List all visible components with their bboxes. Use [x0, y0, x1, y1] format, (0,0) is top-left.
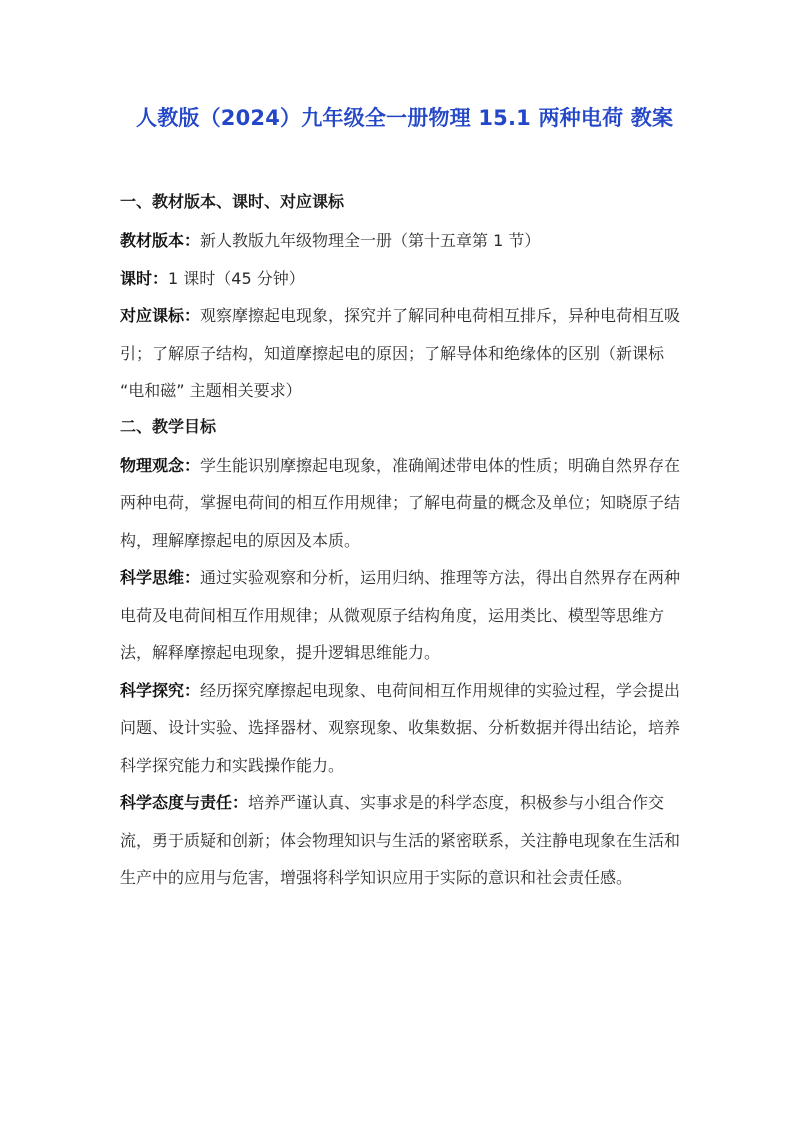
period-text: 1 课时（45 分钟） [168, 268, 305, 288]
standard-label: 对应课标： [120, 306, 201, 325]
goal-label: 物理观念： [120, 455, 201, 475]
goal-label: 科学探究： [120, 680, 201, 700]
document-title: 人教版（2024）九年级全一册物理 15.1 两种电荷 教案 [136, 106, 674, 130]
section-heading-textbook-info: 一、教材版本、课时、对应课标 [120, 192, 345, 211]
spacer [120, 133, 688, 190]
class-period-line [120, 260, 688, 298]
goal-text: 学生能识别摩擦起电现象，准确阐述带电体的性质；明确自然界存在两种电荷，掌握电荷间的相互作用规律；了解电荷量的概念及单位；知晓原子结构，理解摩擦起电的原因及本质。 [120, 455, 681, 550]
goal-label: 科学思维： [120, 568, 201, 587]
goal-paragraph-physics-concept [120, 447, 688, 560]
goal-text: 通过实验观察和分析，运用归纳、推理等方法，得出自然界存在两种电荷及电荷间相互作用规律；从微观原子结构角度，运用类比、模型等思维方法，解释摩擦起电现象，提升逻辑思维能力。 [120, 568, 681, 662]
spacer [120, 214, 688, 222]
curriculum-standard-paragraph [120, 297, 688, 410]
period-label: 课时： [120, 268, 169, 288]
goal-paragraph-scientific-inquiry [120, 672, 688, 785]
edition-label: 教材版本： [120, 231, 201, 250]
edition-text: 新人教版九年级物理全一册（第十五章第 1 节） [200, 231, 541, 250]
section-heading-teaching-goals: 二、教学目标 [120, 416, 217, 436]
standard-text: 观察摩擦起电现象，探究并了解同种电荷相互排斥，异种电荷相互吸引；了解原子结构，知道摩擦起电的原因；了解导体和绝缘体的区别（新课标 “电和磁” 主题相关要求） [120, 306, 681, 400]
goal-text: 培养严谨认真、实事求是的科学态度，积极参与小组合作交流，勇于质疑和创新；体会物理知识与生活的紧密联系，关注静电现象在生活和生产中的应用与危害，增强将科学知识应用于实际的意识和社会责任感。 [120, 793, 681, 887]
goal-paragraph-attitude-responsibility [120, 784, 688, 897]
goal-paragraph-scientific-thinking [120, 559, 688, 672]
spacer [120, 439, 688, 447]
goal-label: 科学态度与责任： [120, 793, 249, 812]
goal-text: 经历探究摩擦起电现象、电荷间相互作用规律的实验过程，学会提出问题、设计实验、选择器材、观察现象、收集数据、分析数据并得出结论，培养科学探究能力和实践操作能力。 [120, 680, 681, 775]
textbook-edition-line [120, 222, 688, 260]
